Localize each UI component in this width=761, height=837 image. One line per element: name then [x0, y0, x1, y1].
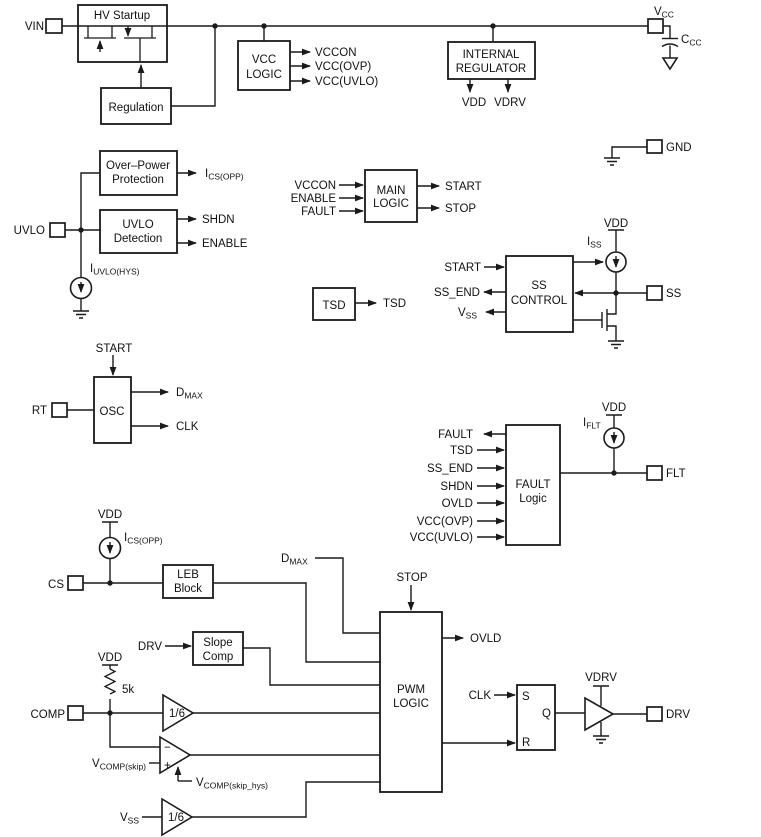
wires — [62, 26, 670, 817]
leb-label-2: Block — [173, 583, 203, 595]
iuvlo-hys-label: $I_{UVLO(HYS)}$ — [90, 263, 140, 277]
sr-latch-r-label: R — [522, 737, 531, 749]
shdn-out-label: SHDN — [202, 214, 235, 226]
ss-pin-label: SS — [666, 288, 682, 300]
cs-pin-label: CS — [48, 579, 64, 591]
vccon-in-label: VCCON — [294, 180, 336, 192]
comp-buffer-gain-label: 1/6 — [169, 708, 185, 720]
drv-slope-label: DRV — [137, 641, 162, 653]
main-logic-label-2: LOGIC — [373, 198, 409, 210]
vdd-iss-label: VDD — [603, 218, 629, 230]
block-boxes — [78, 5, 573, 792]
vcc-logic-label-1: VCC — [251, 54, 277, 66]
opp-label-2: Protection — [112, 174, 164, 186]
vss-ss-label: $V_{SS}$ — [457, 307, 477, 321]
enable-out-label: ENABLE — [202, 238, 248, 250]
resistor-5k-label: 5k — [122, 684, 135, 696]
uvlo-detection-box — [100, 210, 177, 253]
uvlo-detection-label-2: Detection — [113, 233, 163, 245]
labels — [14, 6, 702, 826]
shdn-flt-label: SHDN — [440, 481, 473, 493]
stop-pwm-label: STOP — [396, 572, 428, 584]
iss-label: $I_{SS}$ — [587, 236, 602, 250]
comp-pin-label: COMP — [30, 709, 65, 721]
flt-pin — [647, 466, 662, 480]
vdd-comp-label: VDD — [97, 652, 123, 664]
ics-opp-leb-label: $I_{CS(OPP)}$ — [124, 532, 163, 546]
tsd-block-label: TSD — [322, 300, 346, 312]
osc-label: OSC — [99, 406, 125, 418]
vcc-ovp-out-label: VCC(OVP) — [315, 61, 372, 73]
uvlo-pin — [50, 223, 65, 237]
gnd-pin-label: GND — [666, 142, 692, 154]
uvlo-ground-icon — [73, 311, 89, 318]
comp-pin — [68, 706, 83, 720]
comparator-plus-sign: + — [164, 760, 171, 772]
gnd-pin-ground-icon — [604, 158, 620, 165]
tsd-out-label: TSD — [383, 298, 406, 310]
hv-startup-label: HV Startup — [93, 10, 151, 22]
ovld-out-label: OVLD — [470, 633, 502, 645]
ccc-capacitor-icon — [662, 39, 678, 47]
drv-pin-label: DRV — [666, 709, 691, 721]
vcc-pin — [648, 19, 663, 33]
vin-pin-label: VIN — [24, 21, 44, 33]
vdrv-reg-out-label: VDRV — [494, 97, 526, 109]
ss-pin — [647, 286, 662, 300]
comparator-minus-sign: − — [164, 742, 171, 754]
ss-control-box — [506, 256, 573, 332]
ss-end-flt-label: SS_END — [426, 463, 473, 475]
vcc-logic-label-2: LOGIC — [246, 69, 282, 81]
pwm-logic-label-1: PWM — [396, 684, 426, 696]
sr-latch-q-label: Q — [542, 708, 551, 720]
ss-end-out-label: SS_END — [433, 287, 480, 299]
vcomp-skip-label: $V_{COMP(skip)}$ — [92, 758, 146, 772]
main-logic-label-1: MAIN — [376, 185, 406, 197]
ss-control-label-1: SS — [531, 280, 547, 292]
rt-pin — [52, 403, 67, 417]
start-out-label: START — [445, 181, 482, 193]
vss-bottom-label: $V_{SS}$ — [119, 812, 139, 826]
vdrv-driver-label: VDRV — [585, 672, 617, 684]
ss-control-label-2: CONTROL — [510, 295, 568, 307]
iflt-label: $I_{FLT}$ — [583, 417, 601, 431]
drv-pin — [647, 707, 662, 721]
fault-flt-label: FAULT — [438, 429, 473, 441]
slope-comp-label-1: Slope — [203, 637, 233, 649]
ovld-flt-label: OVLD — [441, 498, 473, 510]
regulation-label: Regulation — [108, 102, 164, 114]
vdd-leb-label: VDD — [97, 509, 123, 521]
dmax-pwm-label: $D_{MAX}$ — [281, 553, 308, 567]
opp-label-1: Over–Power — [106, 160, 170, 172]
start-ss-label: START — [444, 262, 481, 274]
sr-latch-s-label: S — [522, 691, 530, 703]
vcc-uvlo-flt-label: VCC(UVLO) — [409, 532, 473, 544]
rt-pin-label: RT — [31, 405, 47, 417]
output-driver-icon — [585, 698, 613, 730]
internal-regulator-label-2: REGULATOR — [455, 63, 527, 75]
resistor-5k-icon — [105, 669, 115, 694]
gnd-pin — [647, 140, 662, 153]
fault-in-label: FAULT — [301, 206, 336, 218]
vccon-out-label: VCCON — [315, 47, 357, 59]
vin-pin — [46, 19, 62, 33]
vdd-iflt-label: VDD — [601, 402, 627, 414]
fault-logic-label-1: FAULT — [515, 479, 551, 491]
ccc-ground-icon — [663, 58, 677, 69]
clk-sr-label: CLK — [468, 690, 491, 702]
tsd-flt-label: TSD — [450, 445, 473, 457]
clk-osc-label: CLK — [176, 421, 199, 433]
ccc-label: $C_{CC}$ — [681, 34, 702, 48]
uvlo-detection-label-1: UVLO — [122, 219, 154, 231]
flt-pin-label: FLT — [666, 468, 686, 480]
stop-out-label: STOP — [445, 203, 477, 215]
vdd-reg-out-label: VDD — [461, 97, 487, 109]
leb-label-1: LEB — [177, 569, 199, 581]
driver-ground-icon — [593, 736, 609, 743]
fault-logic-label-2: Logic — [519, 493, 547, 505]
vss-buffer-gain-label: 1/6 — [168, 812, 184, 824]
ss-mosfet-ground-icon — [608, 341, 624, 348]
enable-in-label: ENABLE — [290, 193, 336, 205]
junction-dots — [78, 23, 618, 715]
vcc-ovp-flt-label: VCC(OVP) — [416, 516, 473, 528]
pwm-logic-label-2: LOGIC — [393, 698, 429, 710]
vcomp-skip-hys-label: $V_{COMP(skip\_hys)}$ — [196, 777, 268, 791]
dmax-osc-label: $D_{MAX}$ — [176, 387, 203, 401]
slope-comp-label-2: Comp — [202, 651, 234, 663]
vcc-pin-label: $V_{CC}$ — [654, 6, 674, 20]
internal-regulator-label-1: INTERNAL — [462, 49, 520, 61]
ics-opp-out-label: $I_{CS(OPP)}$ — [205, 168, 244, 182]
vcc-uvlo-out-label: VCC(UVLO) — [315, 76, 379, 88]
start-osc-label: START — [95, 343, 133, 355]
over-power-protection-box — [100, 151, 177, 195]
uvlo-pin-label: UVLO — [13, 225, 45, 237]
hv-startup-transistors — [84, 26, 156, 62]
cs-pin — [68, 576, 83, 590]
